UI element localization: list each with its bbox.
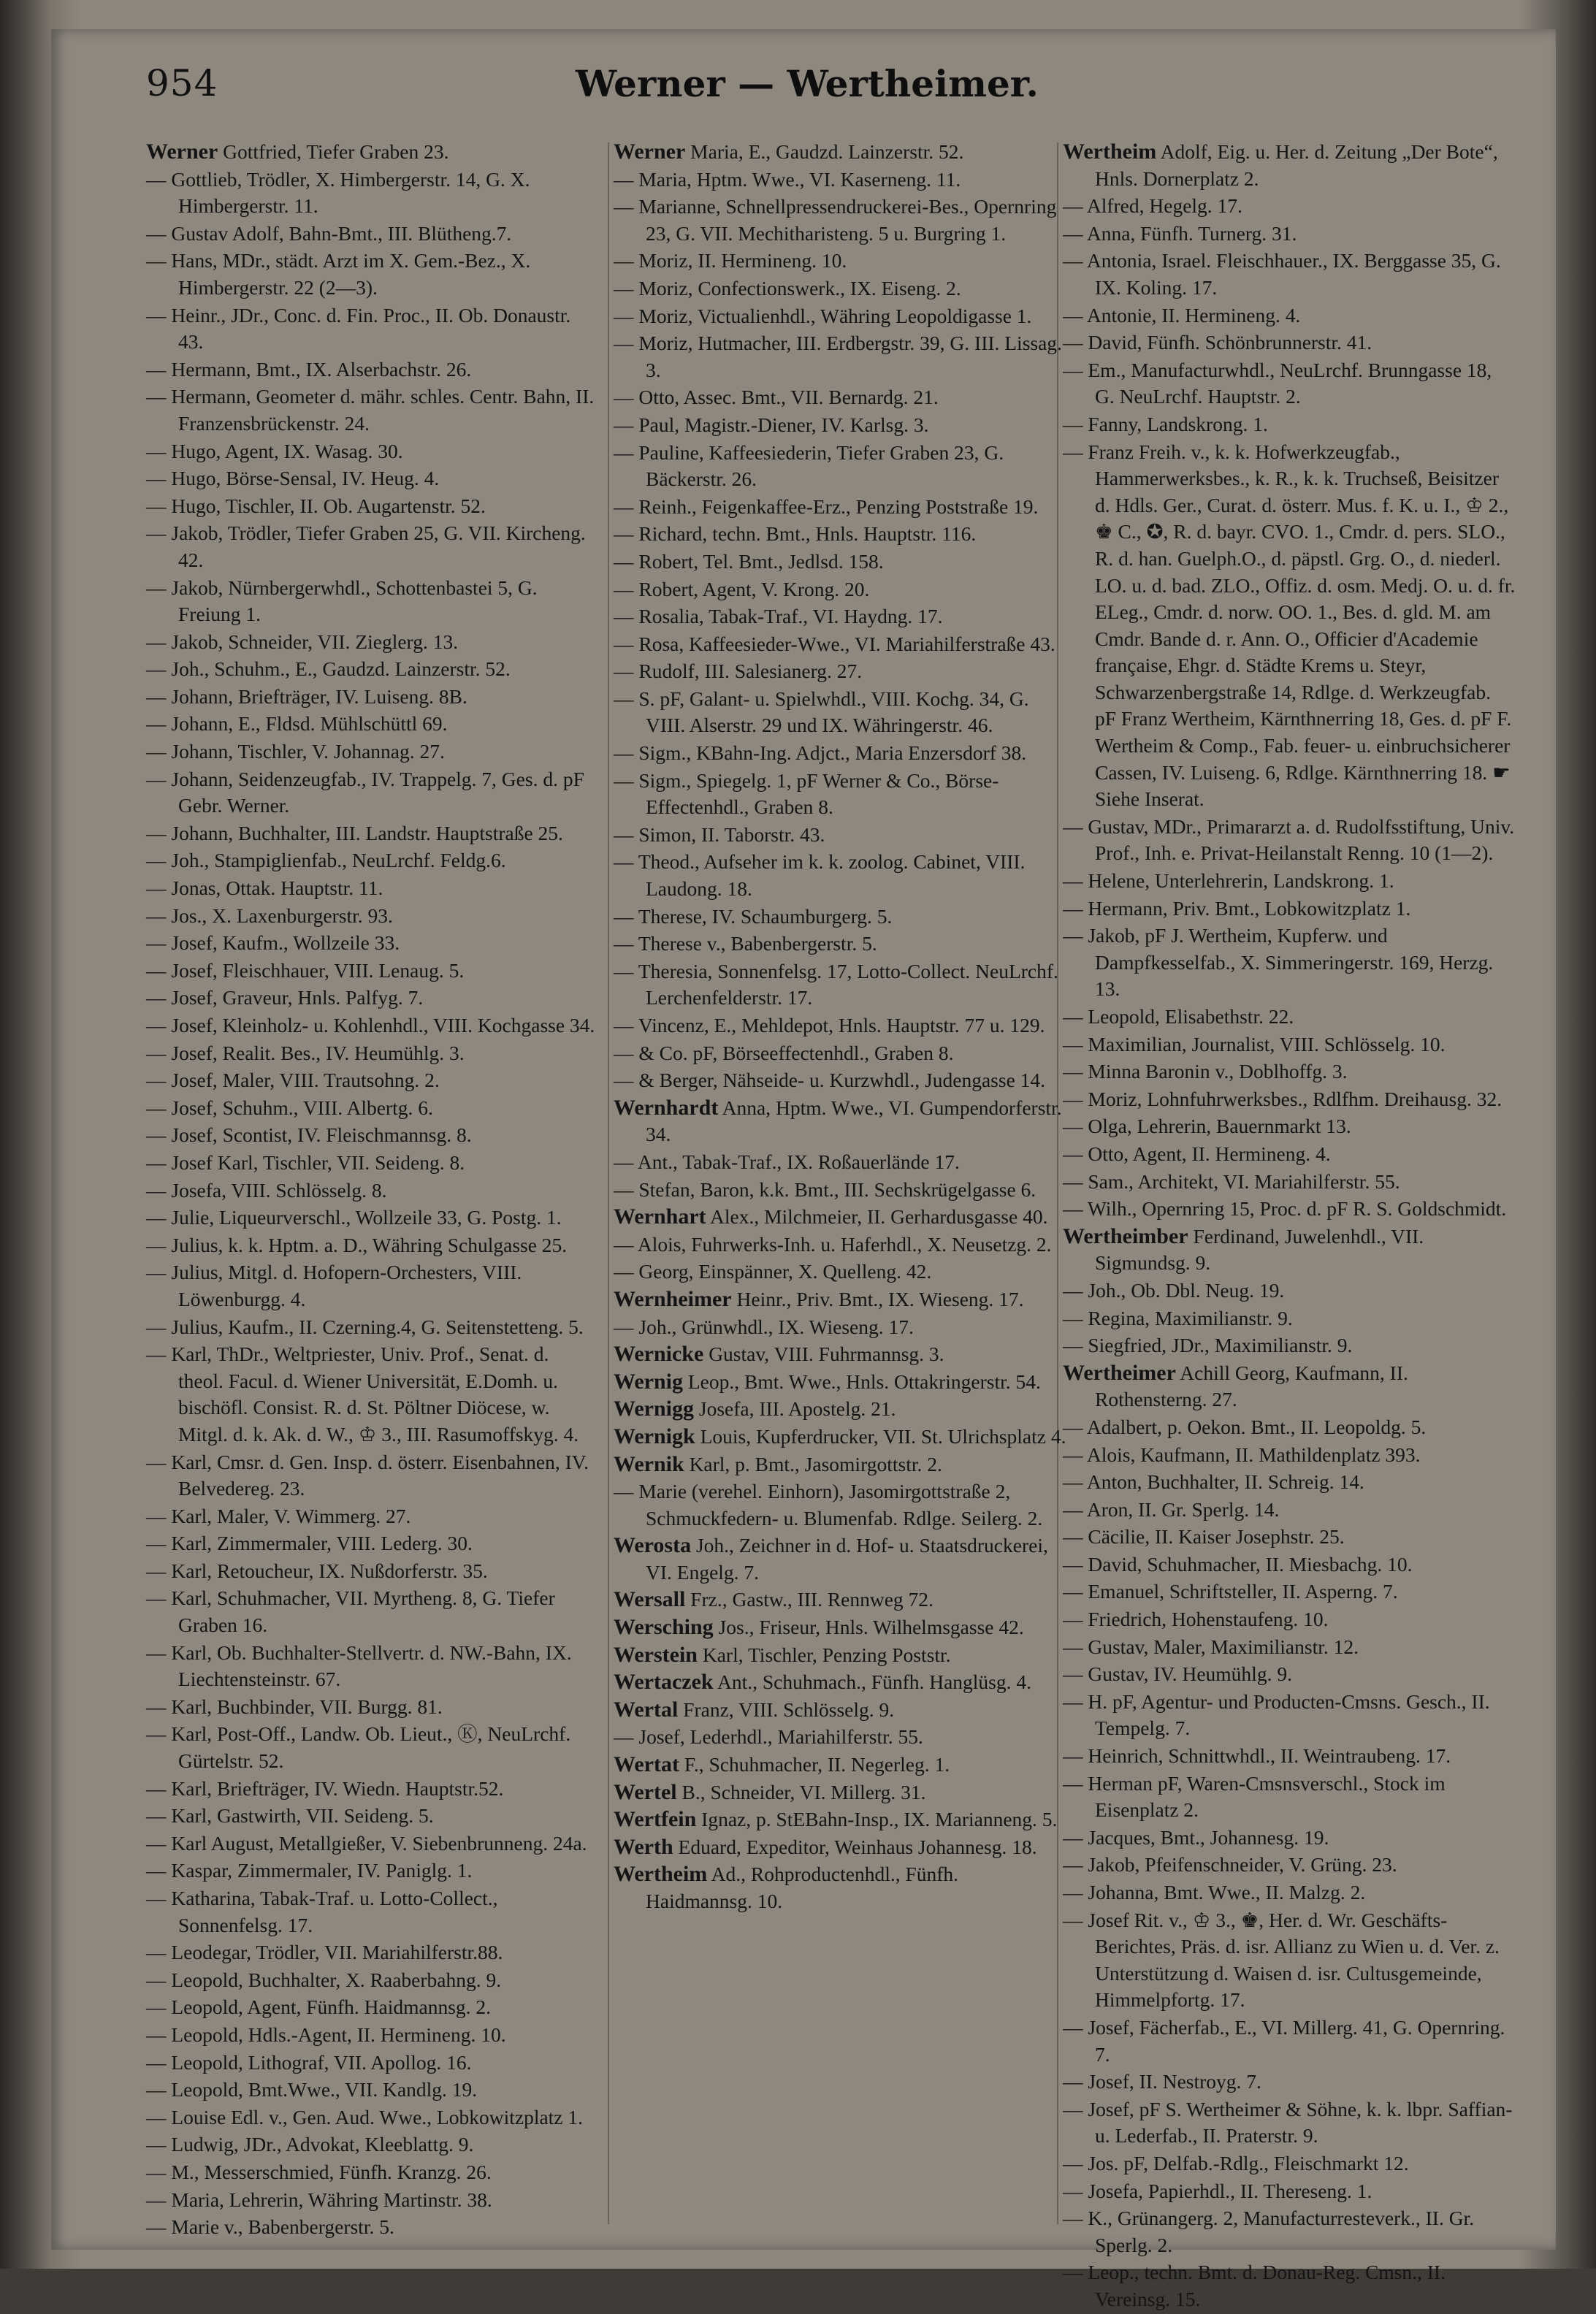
directory-entry: — Marianne, Schnellpressendruckerei-Bes., Opernring 23, G. VII. Mechitharisteng. 5 u. Burgring 1.	[614, 195, 1057, 245]
directory-entry: — K., Grünangerg. 2, Manufacturresteverk., II. Gr. Sperlg. 2.	[1063, 2207, 1475, 2256]
directory-entry: — Josef, Lederhdl., Mariahilferstr. 55.	[614, 1725, 923, 1749]
directory-entry: — Reinh., Feigenkaffee-Erz., Penzing Poststraße 19.	[614, 495, 1039, 518]
directory-entry: — Leopold, Lithograf, VII. Apollog. 16.	[146, 2050, 472, 2074]
directory-entry: — Maximilian, Journalist, VIII. Schlösselg. 10.	[1063, 1032, 1446, 1055]
directory-entry: — Leodegar, Trödler, VII. Mariahilferstr.88.	[146, 1941, 503, 1964]
directory-entry: Werner Gottfried, Tiefer Graben 23.	[146, 140, 449, 164]
directory-entry: — Jakob, Pfeifenschneider, V. Grüng. 23.	[1063, 1853, 1397, 1876]
directory-entry: Wernigk Louis, Kupferdrucker, VII. St. Ulrichsplatz 4.	[614, 1424, 1066, 1448]
directory-entry: Wertfein Ignaz, p. StEBahn-Insp., IX. Marianneng. 5.	[614, 1807, 1058, 1832]
directory-entry: — Josef, Kleinholz- u. Kohlenhdl., VIII. Kochgasse 34.	[146, 1014, 595, 1036]
directory-entry: — Cäcilie, II. Kaiser Josephstr. 25.	[1063, 1525, 1345, 1549]
directory-entry: — Jos., X. Laxenburgerstr. 93.	[146, 904, 393, 927]
surname-heading: Werosta	[614, 1533, 692, 1558]
column-divider	[608, 142, 609, 2224]
directory-entry: — Aron, II. Gr. Sperlg. 14.	[1063, 1497, 1280, 1521]
directory-entry: Werosta Joh., Zeichner in d. Hof- u. Staatsdruckerei, VI. Engelg. 7.	[614, 1533, 1048, 1584]
directory-entry: Wertat F., Schuhmacher, II. Negerleg. 1.	[614, 1752, 950, 1777]
directory-entry: — Rudolf, III. Salesianerg. 27.	[614, 660, 863, 683]
directory-entry: — Regina, Maximilianstr. 9.	[1063, 1306, 1293, 1329]
directory-entry: — Josef, Schuhm., VIII. Albertg. 6.	[146, 1096, 433, 1119]
directory-entry: — Josef, Scontist, IV. Fleischmannsg. 8.	[146, 1123, 472, 1147]
directory-entry: — Alois, Kaufmann, II. Mathildenplatz 393.	[1063, 1443, 1421, 1466]
directory-entry: — Jacques, Bmt., Johannesg. 19.	[1063, 1825, 1329, 1849]
surname-heading: Wernicke	[614, 1342, 704, 1367]
directory-column-left	[146, 139, 599, 2242]
directory-entry: Wertel B., Schneider, VI. Millerg. 31.	[614, 1779, 926, 1804]
directory-entry: — Johann, Seidenzeugfab., IV. Trappelg. 7, Ges. d. pF Gebr. Werner.	[146, 767, 584, 817]
directory-entry: — Olga, Lehrerin, Bauernmarkt 13.	[1063, 1115, 1351, 1138]
directory-entry: — Josefa, Papierhdl., II. Thereseng. 1.	[1063, 2179, 1372, 2202]
directory-entry: — Antonie, II. Hermineng. 4.	[1063, 303, 1301, 327]
directory-entry: — Josef Rit. v., ♔ 3., ♚, Her. d. Wr. Geschäfts-Berichtes, Präs. d. isr. Allianz zu Wien u. d. Ver. z. Unterstützung d. Waisen d. isr. Cultusgemeinde, Himmelpfortg. 17.	[1063, 1908, 1500, 2012]
directory-entry: — Alois, Fuhrwerks-Inh. u. Haferhdl., X. Neusetzg. 2.	[614, 1232, 1052, 1256]
directory-entry: — Moriz, Confectionswerk., IX. Eiseng. 2.	[614, 276, 961, 299]
directory-entry: — Hans, MDr., städt. Arzt im X. Gem.-Bez., X. Himbergerstr. 22 (2—3).	[146, 249, 531, 299]
directory-entry: — Johann, E., Fldsd. Mühlschüttl 69.	[146, 712, 448, 736]
directory-entry: — Karl, Retoucheur, IX. Nußdorferstr. 35.	[146, 1559, 488, 1582]
directory-entry: — Siegfried, JDr., Maximilianstr. 9.	[1063, 1334, 1353, 1357]
surname-heading: Wernhart	[614, 1204, 706, 1229]
directory-entry: — Moriz, Lohnfuhrwerksbes., Rdlfhm. Dreihausg. 32.	[1063, 1087, 1503, 1110]
directory-entry: Wernheimer Heinr., Priv. Bmt., IX. Wieseng. 17.	[614, 1286, 1024, 1311]
directory-entry: — Moriz, Victualienhdl., Währing Leopoldigasse 1.	[614, 304, 1032, 327]
running-head: Werner — Wertheimer.	[576, 62, 1039, 105]
directory-entry: — Hugo, Agent, IX. Wasag. 30.	[146, 439, 403, 462]
directory-entry: — Anna, Fünfh. Turnerg. 31.	[1063, 221, 1297, 245]
directory-entry: — Jos. pF, Delfab.-Rdlg., Fleischmarkt 12.	[1063, 2151, 1409, 2174]
directory-entry: — Otto, Agent, II. Hermineng. 4.	[1063, 1142, 1331, 1165]
directory-entry: — Julius, k. k. Hptm. a. D., Währing Schulgasse 25.	[146, 1233, 568, 1256]
directory-entry: — Friedrich, Hohenstaufeng. 10.	[1063, 1608, 1329, 1631]
directory-entry: — S. pF, Galant- u. Spielwhdl., VIII. Kochg. 34, G. VIII. Alserstr. 29 und IX. Währingerstr. 46.	[614, 687, 1029, 737]
directory-entry: — Helene, Unterlehrerin, Landskrong. 1.	[1063, 869, 1394, 893]
directory-entry: — Ant., Tabak-Traf., IX. Roßauerlände 17.	[614, 1150, 960, 1173]
directory-entry: Wernhardt Anna, Hptm. Wwe., VI. Gumpendorferstr. 34.	[614, 1095, 1062, 1146]
directory-entry: — Leop., techn. Bmt. d. Donau-Reg. Cmsn., II. Vereinsg. 15.	[1063, 2261, 1446, 2310]
directory-entry: — Rosalia, Tabak-Traf., VI. Haydng. 17.	[614, 605, 943, 628]
directory-entry: — Robert, Tel. Bmt., Jedlsd. 158.	[614, 549, 884, 573]
surname-heading: Wertfein	[614, 1807, 697, 1832]
directory-entry: — Maria, Lehrerin, Währing Martinstr. 38.	[146, 2188, 492, 2211]
directory-entry: Wernik Karl, p. Bmt., Jasomirgottstr. 2.	[614, 1451, 942, 1476]
directory-entry: Wernig Leop., Bmt. Wwe., Hnls. Ottakringerstr. 54.	[614, 1369, 1041, 1394]
directory-entry: — Heinrich, Schnittwhdl., II. Weintraubeng. 17.	[1063, 1744, 1451, 1768]
directory-entry: — Jakob, pF J. Wertheim, Kupferw. und Dampfkesselfab., X. Simmeringerstr. 169, Herzg. 13.	[1063, 924, 1494, 1001]
surname-heading: Wertal	[614, 1697, 679, 1722]
surname-heading: Wernig	[614, 1369, 683, 1394]
directory-entry: — Josefa, VIII. Schlösselg. 8.	[146, 1178, 387, 1202]
directory-entry: Wernhart Alex., Milchmeier, II. Gerhardusgasse 40.	[614, 1204, 1048, 1229]
directory-entry: Wernicke Gustav, VIII. Fuhrmannsg. 3.	[614, 1342, 944, 1367]
directory-entry: — Gustav, Maler, Maximilianstr. 12.	[1063, 1635, 1359, 1658]
directory-entry: — Julius, Mitgl. d. Hofopern-Orchesters, VIII. Löwenburgg. 4.	[146, 1261, 522, 1310]
directory-entry: — Hermann, Priv. Bmt., Lobkowitzplatz 1.	[1063, 896, 1411, 920]
directory-entry: — Hugo, Börse-Sensal, IV. Heug. 4.	[146, 467, 440, 490]
directory-entry: — Gustav, IV. Heumühlg. 9.	[1063, 1662, 1292, 1686]
directory-entry: — Hermann, Geometer d. mähr. schles. Centr. Bahn, II. Franzensbrückenstr. 24.	[146, 385, 595, 435]
directory-entry: Wertheimber Ferdinand, Juwelenhdl., VII. Sigmundsg. 9.	[1063, 1223, 1424, 1275]
directory-entry: — Josef, II. Nestroyg. 7.	[1063, 2070, 1261, 2093]
directory-entry: — Josef, pF S. Wertheimer & Söhne, k. k. lbpr. Saffian- u. Lederfab., II. Praterstr. 9.	[1063, 2097, 1513, 2147]
directory-entry: — Anton, Buchhalter, II. Schreig. 14.	[1063, 1470, 1364, 1494]
surname-heading: Wertat	[614, 1752, 679, 1777]
directory-entry: Wernigg Josefa, III. Apostelg. 21.	[614, 1397, 896, 1421]
directory-entry: — Josef, Fleischhauer, VIII. Lenaug. 5.	[146, 958, 465, 982]
directory-entry: — Pauline, Kaffeesiederin, Tiefer Graben 23, G. Bäckerstr. 26.	[614, 440, 1004, 491]
directory-entry: — H. pF, Agentur- und Producten-Cmsns. Gesch., II. Tempelg. 7.	[1063, 1689, 1490, 1740]
directory-entry: — Kaspar, Zimmermaler, IV. Paniglg. 1.	[146, 1859, 473, 1882]
surname-heading: Wernigk	[614, 1424, 695, 1448]
directory-entry: Wersall Frz., Gastw., III. Rennweg 72.	[614, 1587, 933, 1612]
surname-heading: Werth	[614, 1834, 673, 1859]
directory-entry: — Karl, Ob. Buchhalter-Stellvertr. d. NW.-Bahn, IX. Liechtensteinstr. 67.	[146, 1641, 572, 1691]
directory-entry: — Leopold, Hdls.-Agent, II. Hermineng. 10.	[146, 2023, 506, 2046]
directory-entry: — Johann, Briefträger, IV. Luiseng. 8B.	[146, 684, 467, 708]
directory-entry: — Alfred, Hegelg. 17.	[1063, 194, 1242, 218]
surname-heading: Wersching	[614, 1615, 714, 1640]
directory-entry: Wertaczek Ant., Schuhmach., Fünfh. Hanglüsg. 4.	[614, 1670, 1032, 1695]
directory-entry: — Leopold, Buchhalter, X. Raaberbahng. 9.	[146, 1968, 502, 1991]
surname-heading: Werner	[614, 140, 686, 164]
directory-entry: — David, Fünfh. Schönbrunnerstr. 41.	[1063, 331, 1372, 354]
directory-entry: — Louise Edl. v., Gen. Aud. Wwe., Lobkowitzplatz 1.	[146, 2105, 584, 2128]
directory-entry: — Karl, Buchbinder, VII. Burgg. 81.	[146, 1695, 443, 1718]
surname-heading: Werner	[146, 140, 218, 164]
page-header	[95, 62, 1519, 128]
directory-entry: — Karl, ThDr., Weltpriester, Univ. Prof., Senat. d. theol. Facul. d. Wiener Universität, E.Domh. u. bischöfl. Consist. R. d. St. Pöltner Diöcese, w. Mitgl. d. k. Ak. d. W., ♔ 3., III. Rasumoffskyg. 4.	[146, 1343, 579, 1446]
directory-entry: — Franz Freih. v., k. k. Hofwerkzeugfab., Hammerwerksbes., k. R., k. k. Truchseß, Beisitzer d. Hdls. Ger., Curat. d. österr. Mus. f. K. u. I., ♔ 2., ♚ C., ✪, R. d. bayr. CVO. 1., Cmdr. d. pers. SLO., R. d. han. Guelph.O., d. päpstl. Grg. O., d. niederl. LO. u. d. bad. ZLO., Offiz. d. osm. Medj. O. u. d. fr. ELeg., Cmdr. d. norw. OO. 1., Bes. d. gld. M. am Cmdr. Bande d. r. Ann. O., Officier d'Academie française, Ehgr. d. Städte Krems u. Steyr, Schwarzenbergstraße 14, Rdlge. d. Werkzeugfab. pF Franz Wertheim, Kärnthnerring 18, Ges. d. pF F. Wertheim & Comp., Fab. feuer- u. einbruchsicherer Cassen, IV. Luiseng. 6, Rdlge. Kärnthnerring 18. ☛ Siehe Inserat.	[1063, 440, 1516, 811]
surname-heading: Wersall	[614, 1587, 686, 1612]
surname-heading: Wertheim	[614, 1862, 708, 1887]
directory-entry: — Wilh., Opernring 15, Proc. d. pF R. S. Goldschmidt.	[1063, 1197, 1507, 1221]
surname-heading: Wertheim	[1063, 140, 1157, 164]
directory-entry: — Joh., Stampiglienfab., NeuLrchf. Feldg.6.	[146, 849, 506, 872]
directory-entry: Werner Maria, E., Gaudzd. Lainzerstr. 52.	[614, 140, 964, 164]
directory-entry: — Josef, Graveur, Hnls. Palfyg. 7.	[146, 986, 424, 1009]
directory-entry: — Josef, Maler, VIII. Trautsohng. 2.	[146, 1069, 440, 1092]
surname-heading: Wertel	[614, 1779, 677, 1804]
directory-entry: — Josef, Kaufm., Wollzeile 33.	[146, 931, 400, 955]
directory-entry: — Karl, Zimmermaler, VIII. Lederg. 30.	[146, 1532, 473, 1555]
directory-entry: — Rosa, Kaffeesieder-Wwe., VI. Mariahilferstraße 43.	[614, 632, 1055, 655]
directory-entry: Wertheim Ad., Rohproductenhdl., Fünfh. Haidmannsg. 10.	[614, 1862, 959, 1912]
directory-entry: Wertheimer Achill Georg, Kaufmann, II. Rothensterng. 27.	[1063, 1360, 1408, 1411]
directory-entry: — Julius, Kaufm., II. Czerning.4, G. Seitenstetteng. 5.	[146, 1315, 584, 1338]
directory-entry: — Jakob, Schneider, VII. Zieglerg. 13.	[146, 630, 459, 653]
directory-entry: — Johanna, Bmt. Wwe., II. Malzg. 2.	[1063, 1881, 1366, 1903]
directory-entry: — Moriz, Hutmacher, III. Erdbergstr. 39, G. III. Lissag. 3.	[614, 332, 1062, 381]
directory-entry: — Marie v., Babenbergerstr. 5.	[146, 2215, 394, 2239]
surname-heading: Wertaczek	[614, 1670, 714, 1695]
directory-entry: — Ludwig, JDr., Advokat, Kleeblattg. 9.	[146, 2133, 474, 2156]
directory-entry: — Minna Baronin v., Doblhoffg. 3.	[1063, 1060, 1348, 1083]
directory-entry: — Therese v., Babenbergerstr. 5.	[614, 932, 877, 955]
directory-entry: — Moriz, II. Hermineng. 10.	[614, 249, 847, 272]
directory-entry: — Karl, Cmsr. d. Gen. Insp. d. österr. Eisenbahnen, IV. Belvedereg. 23.	[146, 1450, 589, 1500]
directory-entry: — Herman pF, Waren-Cmsnsverschl., Stock im Eisenplatz 2.	[1063, 1771, 1446, 1822]
directory-entry: — Joh., Ob. Dbl. Neug. 19.	[1063, 1278, 1285, 1302]
surname-heading: Werstein	[614, 1642, 698, 1667]
directory-entry: — Hugo, Tischler, II. Ob. Augartenstr. 52.	[146, 494, 486, 517]
directory-entry: — Emanuel, Schriftsteller, II. Asperng. 7.	[1063, 1580, 1398, 1603]
directory-entry: Wersching Jos., Friseur, Hnls. Wilhelmsgasse 42.	[614, 1615, 1024, 1640]
directory-entry: — Heinr., JDr., Conc. d. Fin. Proc., II. Ob. Donaustr. 43.	[146, 303, 571, 354]
directory-entry: — Richard, techn. Bmt., Hnls. Hauptstr. 116.	[614, 522, 977, 546]
directory-entry: — & Berger, Nähseide- u. Kurzwhdl., Judengasse 14.	[614, 1069, 1046, 1092]
directory-entry: — Katharina, Tabak-Traf. u. Lotto-Collect., Sonnenfelsg. 17.	[146, 1887, 498, 1936]
directory-entry: — M., Messerschmied, Fünfh. Kranzg. 26.	[146, 2160, 492, 2183]
directory-entry: — Gottlieb, Trödler, X. Himbergerstr. 14, G. X. Himbergerstr. 11.	[146, 167, 530, 218]
directory-entry: — Maria, Hptm. Wwe., VI. Kaserneng. 11.	[614, 167, 961, 191]
directory-entry: — Gustav, MDr., Primararzt a. d. Rudolfsstiftung, Univ. Prof., Inh. e. Privat-Heilanstalt Renng. 10 (1—2).	[1063, 814, 1515, 865]
directory-entry: — Leopold, Agent, Fünfh. Haidmannsg. 2.	[146, 1996, 492, 2019]
directory-entry: — Jakob, Nürnbergerwhdl., Schottenbastei 5, G. Freiung 1.	[146, 576, 538, 626]
surname-heading: Wertheimer	[1063, 1360, 1176, 1385]
surname-heading: Wernik	[614, 1451, 684, 1476]
directory-entry: — Jakob, Trödler, Tiefer Graben 25, G. VII. Kircheng. 42.	[146, 522, 586, 571]
directory-entry: — Theresia, Sonnenfelsg. 17, Lotto-Collect. NeuLrchf. Lerchenfelderstr. 17.	[614, 959, 1058, 1009]
directory-entry: — Paul, Magistr.-Diener, IV. Karlsg. 3.	[614, 413, 929, 436]
directory-entry: — Johann, Tischler, V. Johannag. 27.	[146, 740, 445, 763]
directory-entry: — & Co. pF, Börseeffectenhdl., Graben 8.	[614, 1041, 954, 1064]
directory-column-middle	[614, 139, 1066, 1916]
directory-entry: — Julie, Liqueurverschl., Wollzeile 33, G. Postg. 1.	[146, 1206, 562, 1229]
directory-entry: — Sigm., Spiegelg. 1, pF Werner & Co., Börse-Effectenhdl., Graben 8.	[614, 768, 999, 819]
directory-entry: — Karl, Briefträger, IV. Wiedn. Hauptstr.52.	[146, 1776, 504, 1800]
directory-entry: — Marie (verehel. Einhorn), Jasomirgottstraße 2, Schmuckfedern- u. Blumenfab. Rdlge. Seilerg. 2.	[614, 1480, 1043, 1530]
directory-entry: — Karl, Post-Off., Landw. Ob. Lieut., Ⓚ, NeuLrchf. Gürtelstr. 52.	[146, 1722, 571, 1773]
directory-entry: Wertal Franz, VIII. Schlösselg. 9.	[614, 1697, 895, 1722]
directory-entry: — Robert, Agent, V. Krong. 20.	[614, 577, 870, 600]
directory-entry: — Antonia, Israel. Fleischhauer., IX. Berggasse 35, G. IX. Koling. 17.	[1063, 249, 1501, 299]
surname-heading: Wernheimer	[614, 1286, 732, 1311]
directory-entry: — Otto, Assec. Bmt., VII. Bernardg. 21.	[614, 386, 939, 409]
directory-entry: — Georg, Einspänner, X. Quelleng. 42.	[614, 1260, 932, 1283]
directory-entry: — Adalbert, p. Oekon. Bmt., II. Leopoldg. 5.	[1063, 1415, 1427, 1438]
directory-entry: — Gustav Adolf, Bahn-Bmt., III. Blütheng.7.	[146, 221, 512, 245]
directory-entry: — Karl August, Metallgießer, V. Siebenbrunneng. 24a.	[146, 1831, 587, 1855]
page-number: 954	[146, 62, 218, 104]
directory-entry: — Theod., Aufseher im k. k. zoolog. Cabinet, VIII. Laudong. 18.	[614, 850, 1026, 901]
directory-entry: Werth Eduard, Expeditor, Weinhaus Johannesg. 18.	[614, 1834, 1037, 1859]
directory-entry: — Karl, Gastwirth, VII. Seideng. 5.	[146, 1804, 434, 1828]
directory-entry: — Vincenz, E., Mehldepot, Hnls. Hauptstr. 77 u. 129.	[614, 1014, 1045, 1036]
directory-column-right	[1063, 139, 1516, 2314]
directory-entry: — Karl, Maler, V. Wimmerg. 27.	[146, 1504, 411, 1527]
directory-entry: — Hermann, Bmt., IX. Alserbachstr. 26.	[146, 357, 472, 381]
directory-entry: — Stefan, Baron, k.k. Bmt., III. Sechskrügelgasse 6.	[614, 1177, 1036, 1201]
directory-entry: — Sam., Architekt, VI. Mariahilferstr. 55.	[1063, 1169, 1400, 1193]
directory-entry: — Leopold, Bmt.Wwe., VII. Kandlg. 19.	[146, 2078, 478, 2101]
directory-entry: — Karl, Schuhmacher, VII. Myrtheng. 8, G. Tiefer Graben 16.	[146, 1586, 555, 1637]
directory-entry: — Josef Karl, Tischler, VII. Seideng. 8.	[146, 1150, 465, 1174]
surname-heading: Wernhardt	[614, 1095, 719, 1120]
directory-entry: Wertheim Adolf, Eig. u. Her. d. Zeitung „Der Bote“, Hnls. Dornerplatz 2.	[1063, 140, 1498, 190]
directory-entry: — Fanny, Landskrong. 1.	[1063, 412, 1268, 435]
directory-entry: — Sigm., KBahn-Ing. Adjct., Maria Enzersdorf 38.	[614, 741, 1027, 765]
directory-entry: — Leopold, Elisabethstr. 22.	[1063, 1005, 1294, 1028]
directory-entry: — Joh., Grünwhdl., IX. Wieseng. 17.	[614, 1315, 914, 1338]
surname-heading: Wernigg	[614, 1397, 694, 1421]
surname-heading: Wertheimber	[1063, 1223, 1188, 1248]
directory-entry: — David, Schuhmacher, II. Miesbachg. 10.	[1063, 1552, 1413, 1576]
directory-entry: — Jonas, Ottak. Hauptstr. 11.	[146, 877, 383, 900]
directory-entry: — Josef, Fächerfab., E., VI. Millerg. 41, G. Opernring. 7.	[1063, 2015, 1505, 2066]
directory-entry: — Joh., Schuhm., E., Gaudzd. Lainzerstr. 52.	[146, 657, 511, 681]
directory-entry: — Therese, IV. Schaumburgerg. 5.	[614, 904, 893, 928]
directory-entry: — Johann, Buchhalter, III. Landstr. Hauptstraße 25.	[146, 821, 563, 844]
directory-entry: — Simon, II. Taborstr. 43.	[614, 822, 825, 846]
directory-entry: — Em., Manufacturwhdl., NeuLrchf. Brunngasse 18, G. NeuLrchf. Hauptstr. 2.	[1063, 358, 1492, 408]
directory-entry: — Josef, Realit. Bes., IV. Heumühlg. 3.	[146, 1041, 465, 1064]
directory-entry: Werstein Karl, Tischler, Penzing Poststr.	[614, 1642, 951, 1667]
